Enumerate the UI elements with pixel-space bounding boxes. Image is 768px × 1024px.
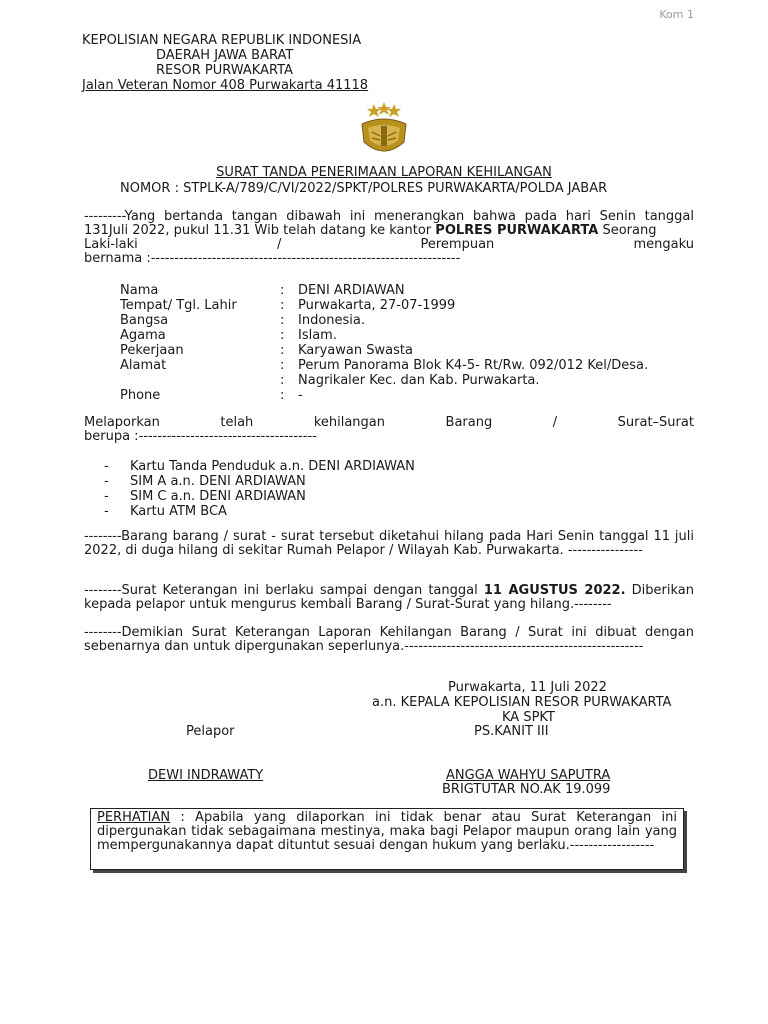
- list-item: [104, 459, 415, 474]
- intro-text-1: ---------Yang bertanda tangan dibawah ini menerangkan bahwa pada hari Senin tanggal 131Juli 2022, pukul 11.31 Wib telah datang ke kantor: [84, 209, 694, 238]
- identity-row: [120, 328, 648, 343]
- identity-colon: :: [280, 283, 285, 298]
- identity-row: [120, 373, 648, 388]
- document-title: SURAT TANDA PENERIMAAN LAPORAN KEHILANGAN: [216, 165, 552, 180]
- list-item-text: Kartu Tanda Penduduk a.n. DENI ARDIAWAN: [130, 459, 415, 474]
- notice-label: PERHATIAN: [97, 810, 171, 825]
- identity-colon: :: [280, 343, 285, 358]
- identity-row: [120, 298, 648, 313]
- page-label: Kom 1: [659, 8, 694, 21]
- report-line-2: berupa :--------------------------------------: [84, 429, 317, 444]
- document-number: NOMOR : STPLK-A/789/C/VI/2022/SPKT/POLRES PURWAKARTA/POLDA JABAR: [120, 181, 608, 196]
- list-bullet: -: [104, 474, 109, 489]
- signature-kanit: PS.KANIT III: [474, 724, 549, 739]
- list-bullet: -: [104, 459, 109, 474]
- list-item: [104, 504, 415, 519]
- validity-date: 11 AGUSTUS 2022.: [483, 583, 626, 598]
- identity-value: Indonesia.: [298, 313, 365, 328]
- lost-paragraph: [84, 530, 694, 558]
- identity-value: Nagrikaler Kec. dan Kab. Purwakarta.: [298, 373, 540, 388]
- list-item-text: SIM A a.n. DENI ARDIAWAN: [130, 474, 306, 489]
- list-bullet: -: [104, 489, 109, 504]
- pelapor-name: DEWI INDRAWATY: [148, 768, 264, 783]
- identity-table: [120, 283, 648, 403]
- report-word: telah: [220, 415, 254, 430]
- identity-colon: :: [280, 373, 285, 388]
- validity-paragraph: [84, 584, 694, 612]
- identity-row: [120, 313, 648, 328]
- list-item: [104, 489, 415, 504]
- letterhead-line-2: DAERAH JAWA BARAT: [156, 48, 294, 63]
- gender-female: Perempuan: [420, 237, 495, 252]
- report-word: Surat–Surat: [617, 415, 694, 430]
- intro-paragraph: [84, 210, 694, 266]
- lost-items-list: [104, 459, 415, 519]
- validity-text-2: Diberikan kepada pelapor untuk mengurus kembali Barang / Surat-Surat yang hilang.--------: [84, 583, 695, 612]
- closing-paragraph-text: --------Demikian Surat Keterangan Laporan Kehilangan Barang / Surat ini dibuat dengan sebenarnya dan untuk dipergunakan seperlunya.---------------------------------------------------: [84, 625, 694, 654]
- intro-office: POLRES PURWAKARTA: [435, 223, 599, 238]
- list-item-text: Kartu ATM BCA: [130, 504, 227, 519]
- list-item-text: SIM C a.n. DENI ARDIAWAN: [130, 489, 306, 504]
- identity-label: Agama: [120, 328, 166, 343]
- bernama-line: bernama :------------------------------------------------------------------: [84, 251, 461, 266]
- identity-colon: :: [280, 388, 285, 403]
- report-word: Melaporkan: [84, 415, 160, 430]
- signature-ka-spkt: KA SPKT: [502, 710, 555, 725]
- identity-value: -: [298, 388, 303, 403]
- identity-label: Tempat/ Tgl. Lahir: [120, 298, 237, 313]
- identity-value: Purwakarta, 27-07-1999: [298, 298, 456, 313]
- report-paragraph: [84, 416, 694, 444]
- identity-colon: :: [280, 313, 285, 328]
- lost-paragraph-text: --------Barang barang / surat - surat tersebut diketahui hilang pada Hari Senin tanggal 11 juli 2022, di duga hilang di sekitar Rumah Pelapor / Wilayah Kab. Purwakarta. ----------------: [84, 529, 694, 558]
- identity-label: Pekerjaan: [120, 343, 184, 358]
- identity-row: [120, 283, 648, 298]
- gender-slash: /: [276, 237, 282, 252]
- identity-label: [120, 373, 280, 388]
- identity-label: Phone: [120, 388, 161, 403]
- signature-on-behalf: a.n. KEPALA KEPOLISIAN RESOR PURWAKARTA: [372, 695, 672, 710]
- intro-text-2: Seorang: [598, 223, 657, 238]
- report-word: /: [552, 415, 558, 430]
- identity-label: Alamat: [120, 358, 167, 373]
- identity-value: DENI ARDIAWAN: [298, 283, 405, 298]
- gender-line: [84, 238, 694, 252]
- identity-colon: :: [280, 328, 285, 343]
- notice-box: [90, 808, 684, 870]
- identity-row: [120, 388, 648, 403]
- officer-name: ANGGA WAHYU SAPUTRA: [446, 768, 611, 783]
- letterhead: [82, 33, 368, 93]
- mengaku-word: mengaku: [633, 237, 694, 252]
- identity-colon: :: [280, 358, 285, 373]
- identity-colon: :: [280, 298, 285, 313]
- letterhead-address: Jalan Veteran Nomor 408 Purwakarta 41118: [82, 78, 369, 93]
- officer-rank: BRIGTUTAR NO.AK 19.099: [442, 782, 611, 797]
- report-word: kehilangan: [313, 415, 386, 430]
- report-line-1: [84, 416, 694, 430]
- identity-value: Karyawan Swasta: [298, 343, 413, 358]
- letterhead-line-3: RESOR PURWAKARTA: [156, 63, 293, 78]
- pelapor-label: Pelapor: [186, 724, 235, 739]
- identity-row: [120, 343, 648, 358]
- identity-label: Bangsa: [120, 313, 169, 328]
- identity-value: Islam.: [298, 328, 337, 343]
- identity-row: [120, 358, 648, 373]
- gender-male: Laki-laki: [84, 237, 138, 252]
- notice-text: : Apabila yang dilaporkan ini tidak benar atau Surat Keterangan ini dipergunakan tidak sebagaimana mestinya, maka bagi Pelapor maupun orang lain yang mempergunakannya dapat dituntut sesuai dengan hukum yang berlaku.------------------: [97, 810, 677, 853]
- identity-value: Perum Panorama Blok K4-5- Rt/Rw. 092/012 Kel/Desa.: [298, 358, 649, 373]
- police-emblem-icon: [358, 102, 410, 162]
- closing-paragraph: [84, 626, 694, 654]
- list-bullet: -: [104, 504, 109, 519]
- validity-text-1: --------Surat Keterangan ini berlaku sampai dengan tanggal: [84, 583, 484, 598]
- letterhead-line-1: KEPOLISIAN NEGARA REPUBLIK INDONESIA: [82, 33, 362, 48]
- report-word: Barang: [445, 415, 493, 430]
- signature-place-date: Purwakarta, 11 Juli 2022: [448, 680, 607, 695]
- identity-label: Nama: [120, 283, 159, 298]
- list-item: [104, 474, 415, 489]
